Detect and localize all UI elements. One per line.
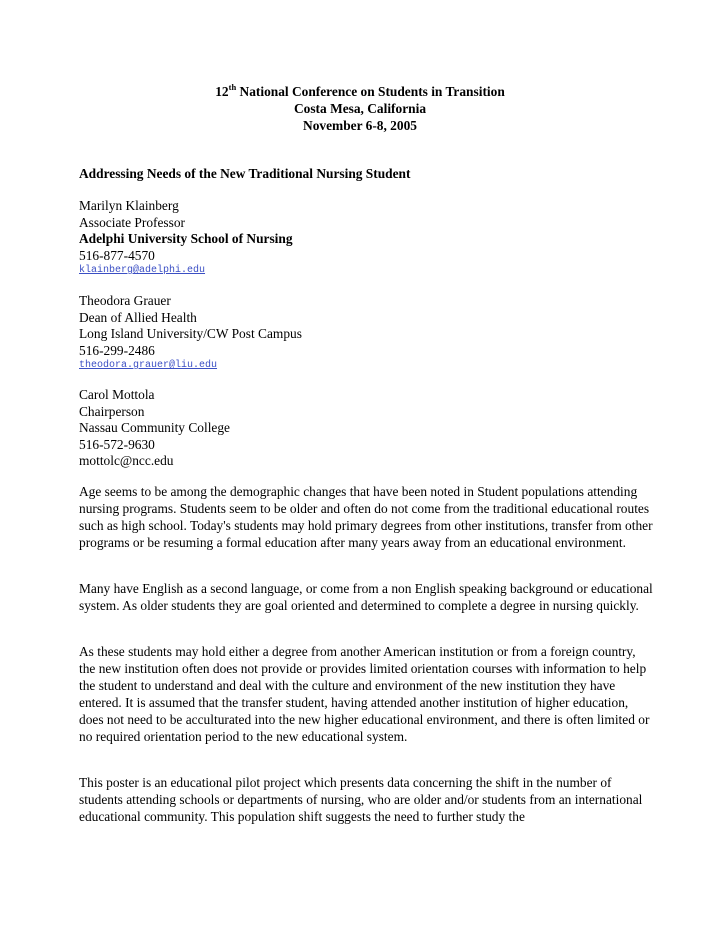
contact-role: Dean of Allied Health xyxy=(79,309,197,325)
body-paragraph: Many have English as a second language, or come from a non English speaking background or educational system. As older students they are goal oriented and determined to complete a degree in nursing quickly. xyxy=(79,581,653,613)
contact-phone: 516-299-2486 xyxy=(79,342,155,358)
contact-institution: Long Island University/CW Post Campus xyxy=(79,326,302,341)
contact-email-link[interactable]: theodora.grauer@liu.edu xyxy=(79,360,218,371)
contact-role: Associate Professor xyxy=(79,214,185,230)
conference-name: National Conference on Students in Transition xyxy=(236,84,505,99)
contact-institution: Nassau Community College xyxy=(79,420,231,435)
conference-location: Costa Mesa, California xyxy=(293,101,427,116)
contact-email: mottolc@ncc.edu xyxy=(79,453,174,468)
document-title: Addressing Needs of the New Traditional Nursing Student xyxy=(79,166,411,181)
contact-institution: Adelphi University School of Nursing xyxy=(79,231,293,246)
contact-name: Marilyn Klainberg xyxy=(79,198,179,213)
body-paragraph: As these students may hold either a degree from another American institution or from a foreign country, the new institution often does not provide or provides limited orientation courses with information to help the student to understand and deal with the culture and environment of the new institution they have entered. It is assumed that the transfer student, having attended another institution of higher education, does not need to be acculturated into the new higher educational environment, and there is often limited or no required orientation period to the new educational system. xyxy=(79,644,650,744)
body-paragraph: Age seems to be among the demographic changes that have been noted in Student populations attending nursing programs. Students seem to be older and often do not come from the traditional educational routes such as high school. Today's students may hold primary degrees from other institutions, transfer from other programs or be resuming a formal education after many years away from an educational environment. xyxy=(79,484,653,550)
contact-name: Theodora Grauer xyxy=(79,293,171,308)
contact-phone: 516-877-4570 xyxy=(79,247,155,263)
conference-ordinal-suffix: th xyxy=(228,82,237,92)
contact-phone: 516-572-9630 xyxy=(79,436,155,452)
conference-number: 12 xyxy=(215,84,229,99)
contact-block xyxy=(79,387,230,470)
contact-email-link[interactable]: klainberg@adelphi.edu xyxy=(79,265,206,276)
contact-block xyxy=(79,198,293,278)
conference-dates: November 6-8, 2005 xyxy=(303,118,417,133)
conference-header xyxy=(0,83,720,134)
contact-name: Carol Mottola xyxy=(79,387,155,402)
contact-role: Chairperson xyxy=(79,403,145,419)
contact-block xyxy=(79,293,302,373)
body-paragraph: This poster is an educational pilot project which presents data concerning the shift in the number of students attending schools or departments of nursing, who are older and/or students from an international educational community. This population shift suggests the need to further study the xyxy=(79,775,643,824)
conference-title-line xyxy=(0,83,720,100)
